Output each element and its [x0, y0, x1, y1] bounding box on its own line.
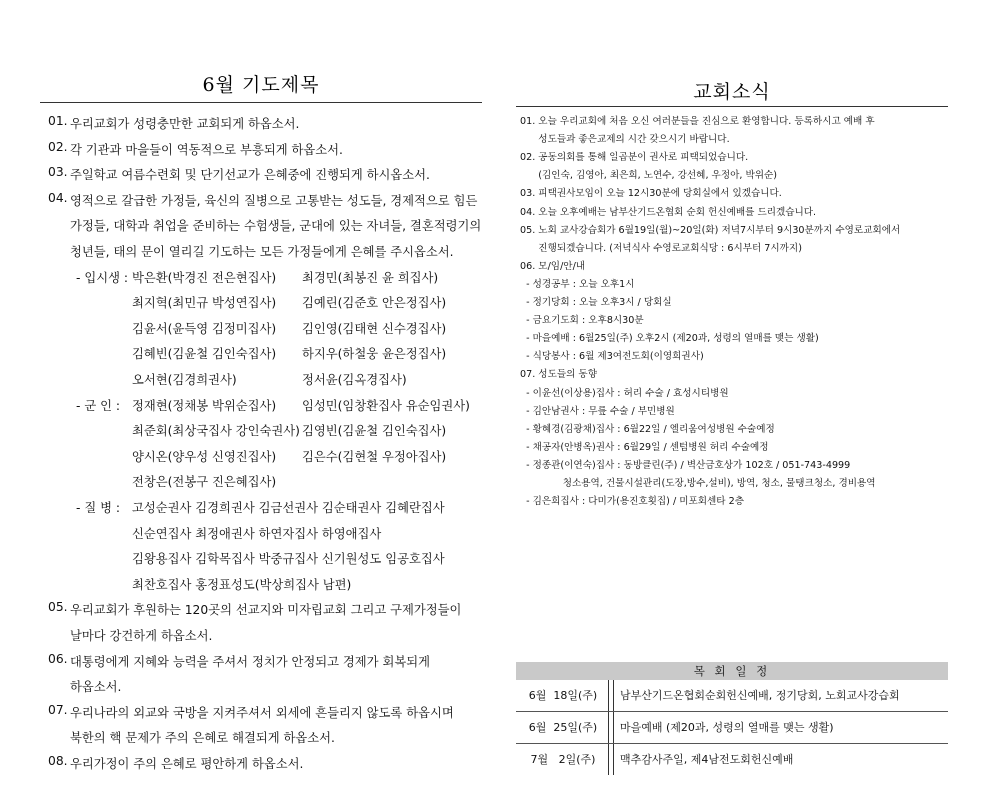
news-line: - 정종관(이연숙)집사 : 동방클린(주) / 벽산금호상가 102호 / 051-743-4999: [520, 459, 851, 471]
prayer-name: 최지혁(최민규 박성연집사): [132, 296, 277, 311]
prayer-item-number: 02.: [48, 139, 68, 154]
schedule-header: 목 회 일 정: [516, 662, 948, 680]
prayer-name: 임성민(임창환집사 유순임권사): [302, 398, 470, 413]
news-title-rule: [516, 106, 948, 107]
news-line: 05. 노회 교사강습회가 6월19일(월)~20일(화) 저녁7시부터 9시30분까지 수영로교회에서: [520, 224, 901, 236]
schedule-date: 6월 18일(주): [528, 689, 598, 702]
prayer-item-number: 04.: [48, 190, 68, 205]
prayer-item-text: 청년들, 태의 문이 열리길 기도하는 모든 가정들에게 은혜를 주시옵소서.: [70, 245, 454, 259]
prayer-name: 김영빈(김윤철 김인숙집사): [302, 424, 447, 439]
prayer-name: 최경민(최봉진 윤 희집사): [302, 270, 439, 285]
schedule-description: 맥추감사주일, 제4남전도회헌신예배: [620, 753, 794, 766]
prayer-name: 김왕용집사 김학목집사 박중규집사 신기원성도 임공호집사: [132, 552, 445, 567]
schedule-divider: [608, 744, 614, 775]
schedule-row: [516, 680, 948, 712]
prayer-name: 오서현(김경희권사): [132, 373, 237, 387]
prayer-item-number: 07.: [48, 702, 68, 717]
news-line: - 금요기도회 : 오후8시30분: [520, 315, 644, 327]
prayer-name: 고성순권사 김경희권사 김금선권사 김순태권사 김혜란집사: [132, 501, 445, 515]
news-line: 04. 오늘 오후예배는 남부산기드온협회 순회 헌신예배를 드리겠습니다.: [520, 206, 817, 218]
prayer-item-number: 08.: [48, 754, 68, 768]
prayer-item-text: 우리교회가 후원하는 120곳의 선교지와 미자립교회 그리고 구제가정들이: [70, 603, 462, 618]
prayer-name: 최준회(최상국집사 강인숙권사): [132, 424, 300, 439]
news-line: - 성경공부 : 오늘 오후1시: [520, 278, 635, 290]
news-line: - 황혜경(김광채)집사 : 6월22일 / 엘리움여성병원 수술예정: [520, 423, 775, 435]
prayer-name: 김혜빈(김윤철 김인숙집사): [132, 347, 277, 362]
schedule-divider: [608, 680, 614, 711]
prayer-name: 박은환(박경진 전은현집사): [132, 270, 277, 285]
news-line: - 정기당회 : 오늘 오후3시 / 당회실: [520, 297, 672, 308]
news-line: 청소용역, 건물시설관리(도장,방수,설비), 방역, 청소, 물탱크청소, 경비용역: [520, 478, 876, 489]
schedule-table: [516, 662, 948, 775]
news-line: 진행되겠습니다. (저녁식사 수영로교회식당 : 6시부터 7시까지): [520, 242, 802, 254]
schedule-row: [516, 712, 948, 744]
prayer-name: 김은수(김현철 우정아집사): [302, 449, 447, 464]
news-line: 02. 공동의회를 통해 일곱분이 권사로 피택되었습니다.: [520, 152, 749, 164]
prayer-title-rule: [40, 102, 482, 103]
prayer-title: 6월 기도제목: [202, 74, 320, 96]
schedule-date: 7월 2일(주): [530, 753, 596, 766]
prayer-name: 김예린(김준호 안은정집사): [302, 296, 447, 311]
schedule-divider: [608, 712, 614, 743]
news-line: - 채공자(안병옥)권사 : 6월29일 / 센텀병원 허리 수술예정: [520, 441, 769, 453]
prayer-item-text: 우리나라의 외교와 국방을 지켜주셔서 외세에 흔들리지 않도록 하옵시며: [70, 705, 454, 720]
prayer-item-text: 우리교회가 성령충만한 교회되게 하옵소서.: [70, 117, 300, 131]
news-line: 성도들과 좋은교제의 시간 갖으시기 바랍니다.: [520, 134, 730, 146]
prayer-item-text: 날마다 강건하게 하옵소서.: [70, 629, 213, 643]
prayer-item-text: 가정들, 대학과 취업을 준비하는 수험생들, 군대에 있는 자녀들, 결혼적령기의: [70, 219, 482, 234]
prayer-item-number: 03.: [48, 165, 68, 180]
prayer-item-text: 주일학교 여름수련회 및 단기선교가 은혜중에 진행되게 하시옵소서.: [70, 168, 430, 183]
prayer-name: 최찬호집사 홍정표성도(박상희집사 남편): [132, 577, 352, 592]
schedule-description: 남부산기드온협회순회헌신예배, 정기당회, 노회교사강습회: [620, 689, 900, 702]
news-line: - 이윤선(이상용)집사 : 허리 수술 / 효성시티병원: [520, 387, 729, 399]
prayer-name: 하지우(하철웅 윤은정집사): [302, 347, 447, 362]
news-line: - 마을예배 : 6월25일(주) 오후2시 (제20과, 성령의 열매를 맺는 생활): [520, 333, 819, 345]
prayer-item-text: 각 기관과 마을들이 역동적으로 부흥되게 하옵소서.: [70, 142, 343, 157]
schedule-description: 마을예배 (제20과, 성령의 열매를 맺는 생활): [620, 721, 834, 734]
prayer-group-label: - 질 병 :: [76, 501, 121, 515]
prayer-item-text: 대통령에게 지혜와 능력을 주셔서 정치가 안정되고 경제가 회복되게: [70, 654, 430, 669]
prayer-name: 김인영(김태현 신수경집사): [302, 321, 447, 336]
schedule-date: 6월 25일(주): [528, 721, 598, 734]
prayer-item-text: 영적으로 갈급한 가정들, 육신의 질병으로 고통받는 성도들, 경제적으로 힘든: [70, 193, 478, 208]
prayer-item-number: 01.: [48, 114, 68, 128]
prayer-name: 전창은(전봉구 진은혜집사): [132, 475, 277, 490]
prayer-group-label: - 입시생 :: [76, 270, 129, 285]
prayer-name: 김윤서(윤득영 김정미집사): [132, 321, 277, 336]
prayer-name: 신순연집사 최정애권사 하연자집사 하영애집사: [132, 526, 382, 541]
news-title: 교회소식: [693, 81, 771, 103]
prayer-group-label: - 군 인 :: [76, 398, 121, 413]
prayer-item-text: 우리가정이 주의 은혜로 평안하게 하옵소서.: [70, 757, 304, 771]
news-line: 07. 성도들의 동향: [520, 369, 597, 381]
prayer-item-number: 06.: [48, 651, 68, 666]
news-line: - 김안남권사 : 무릎 수술 / 부민병원: [520, 405, 675, 417]
prayer-item-text: 하옵소서.: [70, 680, 122, 695]
news-line: (김인숙, 김영아, 최은희, 노연수, 강선혜, 우정아, 박위순): [520, 170, 777, 182]
schedule-body: [516, 680, 948, 775]
prayer-name: 정재현(정채봉 박위순집사): [132, 398, 277, 413]
prayer-item-number: 05.: [48, 600, 68, 615]
prayer-name: 양시온(양우성 신영진집사): [132, 449, 277, 464]
news-line: - 식당봉사 : 6월 제3여전도회(이영희권사): [520, 351, 704, 363]
news-line: 06. 모/임/안/내: [520, 260, 586, 272]
prayer-item-text: 북한의 핵 문제가 주의 은혜로 해결되게 하옵소서.: [70, 731, 335, 746]
news-line: - 김은희집사 : 다미가(용진호횟집) / 미포회센타 2층: [520, 496, 744, 508]
news-line: 03. 피택권사모임이 오늘 12시30분에 당회실에서 있겠습니다.: [520, 188, 782, 200]
news-line: 01. 오늘 우리교회에 처음 오신 여러분들을 진심으로 환영합니다. 등록하시고 예배 후: [520, 116, 875, 127]
schedule-row: [516, 744, 948, 775]
prayer-name: 정서윤(김옥경집사): [302, 373, 407, 387]
